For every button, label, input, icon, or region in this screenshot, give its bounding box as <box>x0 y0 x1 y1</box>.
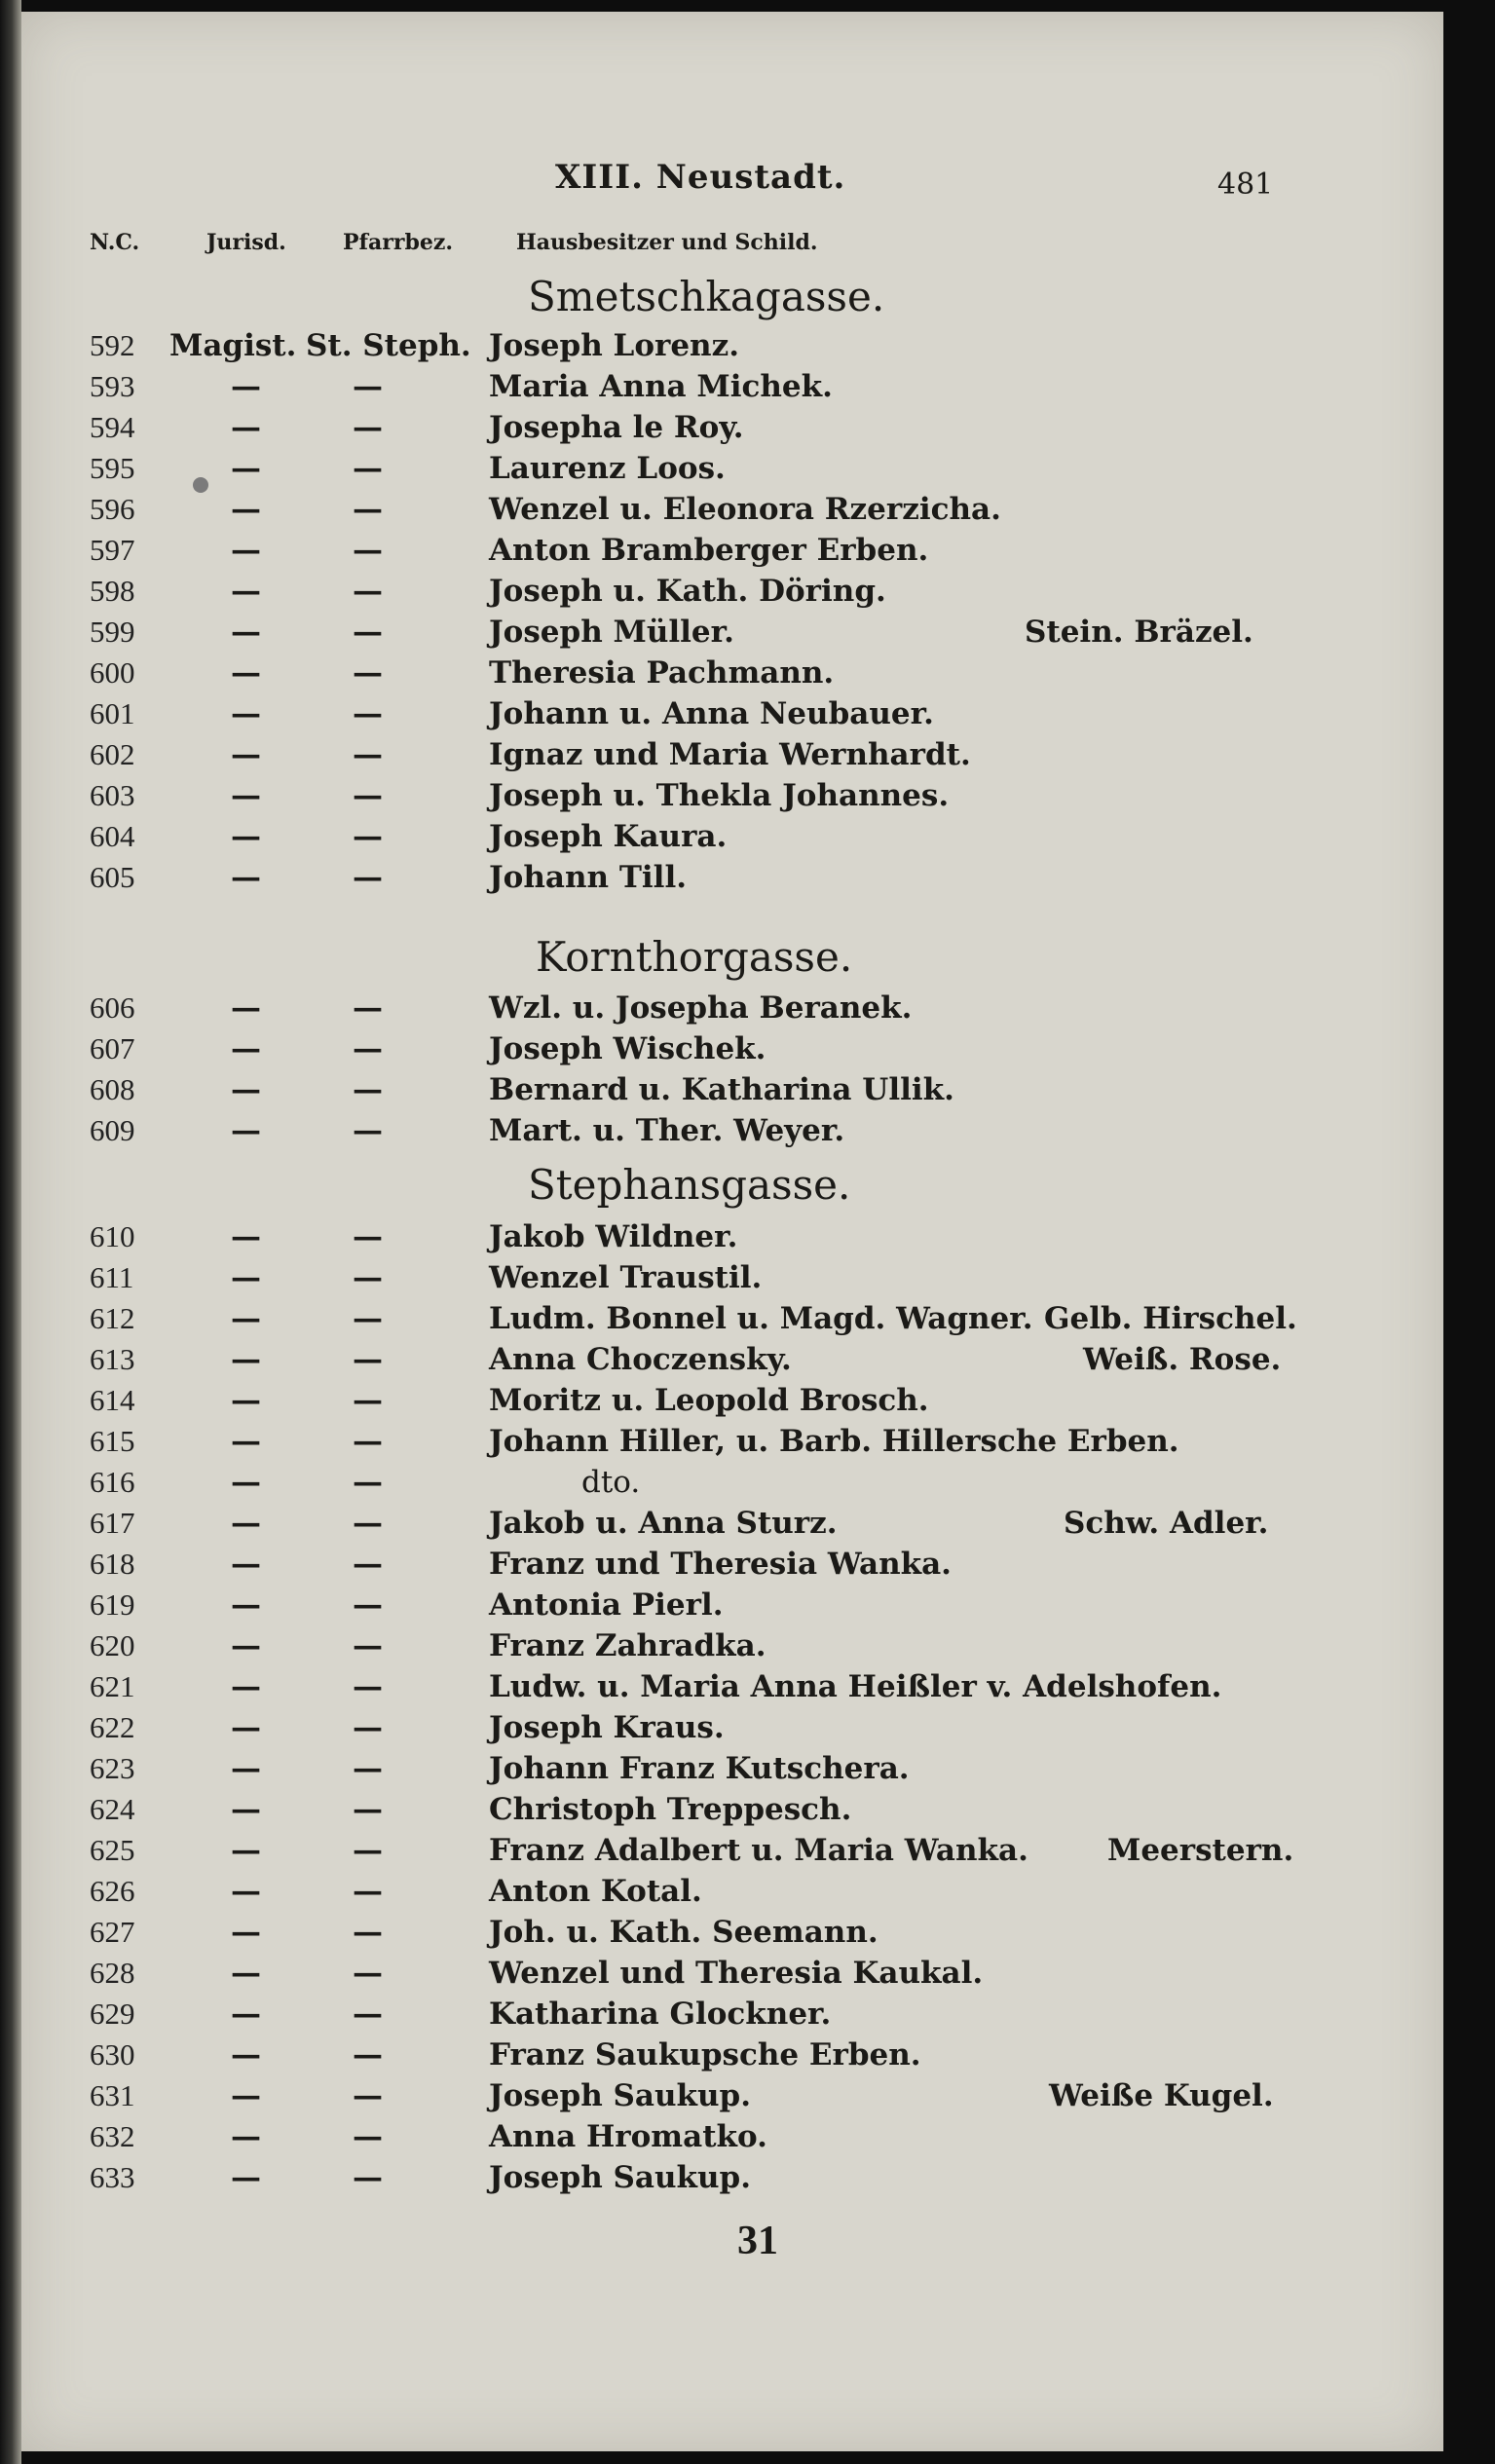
table-row <box>21 574 1443 615</box>
parish-cell: — <box>353 1669 383 1704</box>
parish-cell: — <box>353 1342 383 1377</box>
table-row <box>21 1710 1443 1751</box>
table-row <box>21 1587 1443 1628</box>
owner-name: Anna Hromatko. <box>489 2119 767 2154</box>
house-number: 607 <box>90 1031 135 1065</box>
owner-name: Jakob Wildner. <box>489 1219 738 1254</box>
house-number: 622 <box>90 1710 135 1744</box>
house-number: 623 <box>90 1751 135 1785</box>
parish-cell: — <box>353 1587 383 1623</box>
jurisdiction-cell: — <box>231 1710 261 1745</box>
owner-name: Franz Zahradka. <box>489 1628 766 1663</box>
house-number: 594 <box>90 410 135 444</box>
jurisdiction-cell: — <box>231 574 261 609</box>
jurisdiction-cell: — <box>231 1915 261 1950</box>
jurisdiction-cell: — <box>231 737 261 772</box>
jurisdiction-cell: — <box>231 1342 261 1377</box>
parish-cell: — <box>353 1506 383 1541</box>
parish-cell: — <box>353 1833 383 1868</box>
table-row <box>21 1113 1443 1154</box>
house-number: 624 <box>90 1792 135 1826</box>
jurisdiction-cell: — <box>231 1751 261 1786</box>
owner-name: dto. <box>581 1465 641 1500</box>
parish-cell: — <box>353 1874 383 1909</box>
parish-cell: — <box>353 778 383 813</box>
house-number: 615 <box>90 1424 135 1458</box>
jurisdiction-cell: — <box>231 1956 261 1991</box>
owner-name: Mart. u. Ther. Weyer. <box>489 1113 845 1148</box>
parish-cell: — <box>353 492 383 527</box>
section-title-stephansgasse: Stephansgasse. <box>528 1161 851 1209</box>
parish-cell: — <box>353 696 383 731</box>
jurisdiction-cell: — <box>231 655 261 691</box>
jurisdiction-cell: — <box>231 1301 261 1336</box>
owner-name: Wzl. u. Josepha Beranek. <box>489 990 913 1026</box>
house-number: 620 <box>90 1628 135 1662</box>
signature-mark: 31 <box>737 2219 778 2263</box>
owner-name: Franz und Theresia Wanka. <box>489 1547 952 1582</box>
owner-name: Anton Kotal. <box>489 1874 702 1909</box>
parish-cell: — <box>353 1031 383 1066</box>
parish-cell: — <box>353 1710 383 1745</box>
owner-name: Johann Hiller, u. Barb. Hillersche Erben. <box>489 1424 1179 1459</box>
table-row <box>21 1751 1443 1792</box>
table-row <box>21 410 1443 451</box>
table-row <box>21 328 1443 369</box>
table-row <box>21 1833 1443 1874</box>
house-number: 618 <box>90 1547 135 1581</box>
jurisdiction-cell: — <box>231 1219 261 1254</box>
column-header-jurisd: Jurisd. <box>206 230 286 255</box>
owner-name: Anton Bramberger Erben. <box>489 533 929 568</box>
table-row <box>21 655 1443 696</box>
parish-cell: — <box>353 1424 383 1459</box>
jurisdiction-cell: — <box>231 1260 261 1295</box>
house-number: 631 <box>90 2078 135 2112</box>
page-number: 481 <box>1217 168 1274 202</box>
table-row <box>21 1219 1443 1260</box>
owner-name: Joseph Lorenz. <box>489 328 739 363</box>
house-number: 601 <box>90 696 135 730</box>
house-number: 598 <box>90 574 135 608</box>
owner-name: Wenzel Traustil. <box>489 1260 763 1295</box>
jurisdiction-cell: — <box>231 1874 261 1909</box>
house-number: 599 <box>90 615 135 649</box>
owner-name: Joseph Saukup. <box>489 2160 752 2195</box>
parish-cell: — <box>353 819 383 854</box>
owner-name: Anna Choczensky. <box>489 1342 792 1377</box>
ink-spot <box>193 477 208 493</box>
parish-cell: — <box>353 1792 383 1827</box>
house-number: 592 <box>90 328 135 362</box>
jurisdiction-cell: — <box>231 1072 261 1107</box>
table-row <box>21 1874 1443 1915</box>
house-number: 633 <box>90 2160 135 2194</box>
jurisdiction-cell: — <box>231 696 261 731</box>
parish-cell: — <box>353 1628 383 1663</box>
house-number: 595 <box>90 451 135 485</box>
document-page <box>21 12 1443 2451</box>
jurisdiction-cell: — <box>231 1587 261 1623</box>
table-row <box>21 1915 1443 1956</box>
owner-name: Ignaz und Maria Wernhardt. <box>489 737 971 772</box>
house-number: 616 <box>90 1465 135 1499</box>
parish-cell: — <box>353 655 383 691</box>
jurisdiction-cell: — <box>231 1113 261 1148</box>
owner-name: Moritz u. Leopold Brosch. <box>489 1383 929 1418</box>
jurisdiction-cell: — <box>231 533 261 568</box>
jurisdiction-cell: — <box>231 1465 261 1500</box>
jurisdiction-cell: — <box>231 1424 261 1459</box>
house-number: 610 <box>90 1219 135 1253</box>
house-number: 608 <box>90 1072 135 1106</box>
table-row <box>21 1260 1443 1301</box>
house-number: 605 <box>90 860 135 894</box>
jurisdiction-cell: — <box>231 2160 261 2195</box>
jurisdiction-cell: — <box>231 990 261 1026</box>
table-row <box>21 369 1443 410</box>
jurisdiction-cell: — <box>231 1547 261 1582</box>
column-header-nc: N.C. <box>90 230 140 255</box>
parish-cell: — <box>353 2160 383 2195</box>
table-row <box>21 1342 1443 1383</box>
table-row <box>21 1506 1443 1547</box>
jurisdiction-cell: — <box>231 1792 261 1827</box>
house-sign: Stein. Bräzel. <box>1025 615 1253 650</box>
owner-name: Christoph Treppesch. <box>489 1792 852 1827</box>
table-row <box>21 1547 1443 1587</box>
table-row <box>21 1072 1443 1113</box>
page-title: XIII. Neustadt. <box>555 158 846 197</box>
house-number: 628 <box>90 1956 135 1990</box>
jurisdiction-cell: — <box>231 492 261 527</box>
table-row <box>21 778 1443 819</box>
table-row <box>21 615 1443 655</box>
owner-name: Franz Adalbert u. Maria Wanka. <box>489 1833 1028 1868</box>
table-row <box>21 2160 1443 2201</box>
owner-name: Joh. u. Kath. Seemann. <box>489 1915 878 1950</box>
parish-cell: — <box>353 1260 383 1295</box>
owner-name: Ludm. Bonnel u. Magd. Wagner. <box>489 1301 1033 1336</box>
jurisdiction-cell: — <box>231 369 261 404</box>
owner-name: Franz Saukupsche Erben. <box>489 2037 921 2072</box>
parish-cell: — <box>353 2119 383 2154</box>
house-sign: Weiße Kugel. <box>1049 2078 1274 2113</box>
jurisdiction-cell: — <box>231 410 261 445</box>
owner-name: Johann Till. <box>489 860 688 895</box>
parish-cell: — <box>353 1956 383 1991</box>
parish-cell: — <box>353 574 383 609</box>
parish-cell: — <box>353 1219 383 1254</box>
owner-name: Josepha le Roy. <box>489 410 744 445</box>
house-number: 593 <box>90 369 135 403</box>
jurisdiction-cell: — <box>231 1031 261 1066</box>
house-number: 627 <box>90 1915 135 1949</box>
table-row <box>21 737 1443 778</box>
jurisdiction-cell: — <box>231 860 261 895</box>
house-number: 611 <box>90 1260 134 1294</box>
table-row <box>21 1669 1443 1710</box>
owner-name: Joseph Müller. <box>489 615 734 650</box>
jurisdiction-cell: — <box>231 1383 261 1418</box>
owner-name: Laurenz Loos. <box>489 451 726 486</box>
table-row <box>21 2119 1443 2160</box>
parish-cell: — <box>353 410 383 445</box>
owner-name: Joseph u. Kath. Döring. <box>489 574 886 609</box>
column-header-owner: Hausbesitzer und Schild. <box>516 230 818 255</box>
table-row <box>21 451 1443 492</box>
house-number: 613 <box>90 1342 135 1376</box>
owner-name: Joseph Kaura. <box>489 819 728 854</box>
owner-name: Joseph u. Thekla Johannes. <box>489 778 950 813</box>
table-row <box>21 1956 1443 1997</box>
jurisdiction-cell: — <box>231 819 261 854</box>
parish-cell: — <box>353 990 383 1026</box>
table-row <box>21 819 1443 860</box>
parish-cell: — <box>353 533 383 568</box>
jurisdiction-cell: Magist. <box>169 328 297 363</box>
jurisdiction-cell: — <box>231 1997 261 2032</box>
owner-name: Bernard u. Katharina Ullik. <box>489 1072 954 1107</box>
table-row <box>21 696 1443 737</box>
table-row <box>21 1997 1443 2037</box>
table-row <box>21 1301 1443 1342</box>
section-title-kornthorgasse: Kornthorgasse. <box>536 933 853 981</box>
jurisdiction-cell: — <box>231 778 261 813</box>
jurisdiction-cell: — <box>231 615 261 650</box>
house-sign: Gelb. Hirschel. <box>1044 1301 1297 1336</box>
house-number: 609 <box>90 1113 135 1147</box>
house-number: 614 <box>90 1383 135 1417</box>
house-number: 603 <box>90 778 135 812</box>
parish-cell: — <box>353 1301 383 1336</box>
parish-cell: — <box>353 1465 383 1500</box>
owner-name: Johann Franz Kutschera. <box>489 1751 910 1786</box>
book-binding-edge <box>0 0 21 2464</box>
owner-name: Joseph Saukup. <box>489 2078 752 2113</box>
table-row <box>21 1465 1443 1506</box>
parish-cell: — <box>353 1113 383 1148</box>
jurisdiction-cell: — <box>231 2119 261 2154</box>
owner-name: Joseph Kraus. <box>489 1710 725 1745</box>
house-number: 600 <box>90 655 135 690</box>
parish-cell: — <box>353 2078 383 2113</box>
house-number: 602 <box>90 737 135 771</box>
table-row <box>21 1031 1443 1072</box>
jurisdiction-cell: — <box>231 1628 261 1663</box>
owner-name: Maria Anna Michek. <box>489 369 833 404</box>
house-number: 625 <box>90 1833 135 1867</box>
table-row <box>21 860 1443 901</box>
owner-name: Katharina Glockner. <box>489 1997 832 2032</box>
house-number: 596 <box>90 492 135 526</box>
parish-cell: — <box>353 737 383 772</box>
table-row <box>21 1792 1443 1833</box>
column-header-pfarrbez: Pfarrbez. <box>343 230 453 255</box>
house-sign: Meerstern. <box>1107 1833 1294 1868</box>
parish-cell: — <box>353 369 383 404</box>
table-row <box>21 2078 1443 2119</box>
house-sign: Schw. Adler. <box>1064 1506 1269 1541</box>
table-row <box>21 492 1443 533</box>
parish-cell: — <box>353 1547 383 1582</box>
house-number: 612 <box>90 1301 135 1335</box>
parish-cell: — <box>353 1751 383 1786</box>
house-number: 621 <box>90 1669 135 1703</box>
owner-name: Jakob u. Anna Sturz. <box>489 1506 838 1541</box>
table-row <box>21 990 1443 1031</box>
house-number: 632 <box>90 2119 135 2153</box>
table-row <box>21 1424 1443 1465</box>
parish-cell: — <box>353 1997 383 2032</box>
jurisdiction-cell: — <box>231 2078 261 2113</box>
jurisdiction-cell: — <box>231 1833 261 1868</box>
parish-cell: St. Steph. <box>306 328 471 363</box>
house-number: 604 <box>90 819 135 853</box>
house-number: 629 <box>90 1997 135 2031</box>
parish-cell: — <box>353 1915 383 1950</box>
house-number: 597 <box>90 533 135 567</box>
parish-cell: — <box>353 451 383 486</box>
parish-cell: — <box>353 1072 383 1107</box>
parish-cell: — <box>353 2037 383 2072</box>
owner-name: Ludw. u. Maria Anna Heißler v. Adelshofen. <box>489 1669 1222 1704</box>
jurisdiction-cell: — <box>231 1506 261 1541</box>
table-row <box>21 533 1443 574</box>
house-number: 630 <box>90 2037 135 2072</box>
owner-name: Wenzel und Theresia Kaukal. <box>489 1956 984 1991</box>
table-row <box>21 1628 1443 1669</box>
owner-name: Wenzel u. Eleonora Rzerzicha. <box>489 492 1001 527</box>
house-number: 606 <box>90 990 135 1025</box>
house-sign: Weiß. Rose. <box>1083 1342 1282 1377</box>
owner-name: Joseph Wischek. <box>489 1031 766 1066</box>
owner-name: Antonia Pierl. <box>489 1587 724 1623</box>
parish-cell: — <box>353 615 383 650</box>
section-title-smetschkagasse: Smetschkagasse. <box>528 273 885 320</box>
jurisdiction-cell: — <box>231 1669 261 1704</box>
owner-name: Johann u. Anna Neubauer. <box>489 696 934 731</box>
table-row <box>21 2037 1443 2078</box>
jurisdiction-cell: — <box>231 451 261 486</box>
parish-cell: — <box>353 1383 383 1418</box>
house-number: 626 <box>90 1874 135 1908</box>
table-row <box>21 1383 1443 1424</box>
house-number: 617 <box>90 1506 135 1540</box>
house-number: 619 <box>90 1587 135 1622</box>
owner-name: Theresia Pachmann. <box>489 655 835 691</box>
parish-cell: — <box>353 860 383 895</box>
jurisdiction-cell: — <box>231 2037 261 2072</box>
